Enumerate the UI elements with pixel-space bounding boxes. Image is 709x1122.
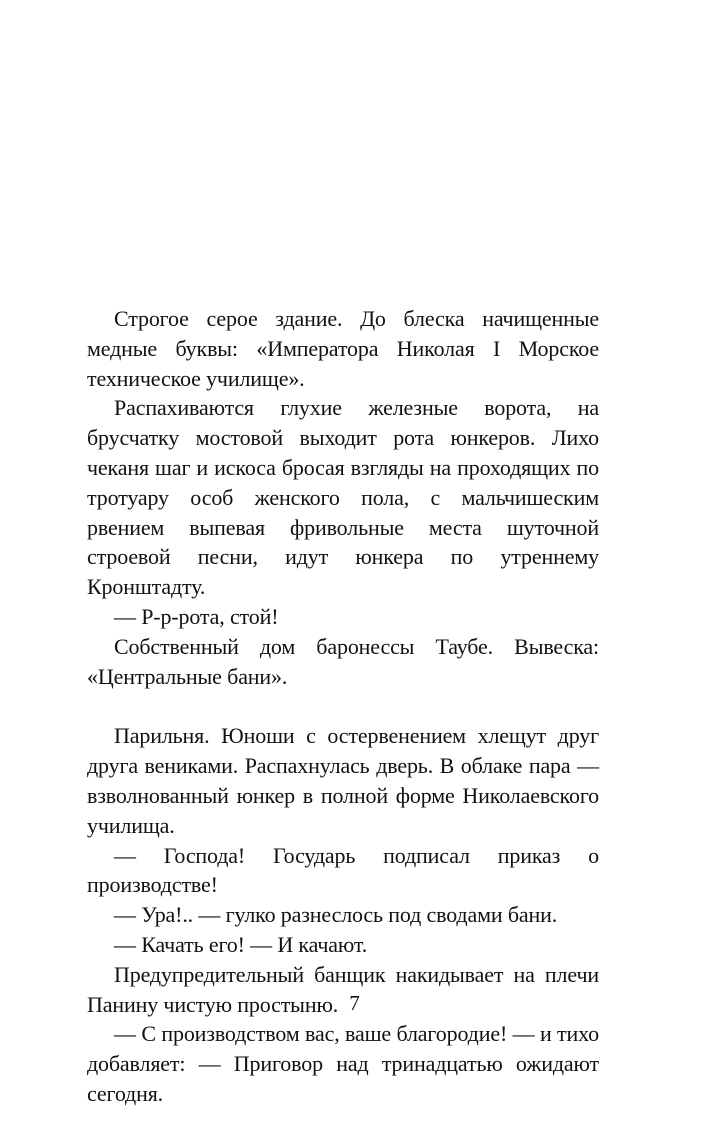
section-break: [87, 691, 599, 721]
page-number: 7: [349, 991, 360, 1015]
paragraph: — Р-р-рота, стой!: [114, 603, 279, 629]
body-text: [87, 304, 599, 1109]
paragraph: — С производством вас, ваше благородие! — и тихо добавляет: — Приговор над тринадцатью ожидают сегодня.: [87, 1021, 599, 1106]
paragraph: Собственный дом баронессы Таубе. Вывеска: «Центральные бани».: [87, 633, 599, 689]
paragraph: Распахиваются глухие железные ворота, на брусчатку мостовой выходит рота юнкеров. Лихо чеканя шаг и искоса бросая взгляды на проходящих по тротуару особ женского пола, с мальчишеским рвением выпевая фривольные места шуточной строевой песни, идут юнкера по утреннему Кронштадту.: [87, 395, 599, 600]
paragraph: Парильня. Юноши с остервенением хлещут друг друга вениками. Распахнулась дверь. В облаке пара — взволнованный юнкер в полной форме Николаевского училища.: [87, 723, 599, 838]
paragraph: — Качать его! — И качают.: [114, 931, 368, 957]
paragraph: — Господа! Государь подписал приказ о производстве!: [87, 842, 599, 898]
paragraph: Строгое серое здание. До блеска начищенные медные буквы: «Императора Николая I Морское техническое училище».: [87, 306, 599, 391]
paragraph: — Ура!.. — гулко разнеслось под сводами бани.: [114, 902, 558, 928]
paragraph: Предупредительный банщик накидывает на плечи Панину чистую простыню.: [87, 961, 599, 1017]
